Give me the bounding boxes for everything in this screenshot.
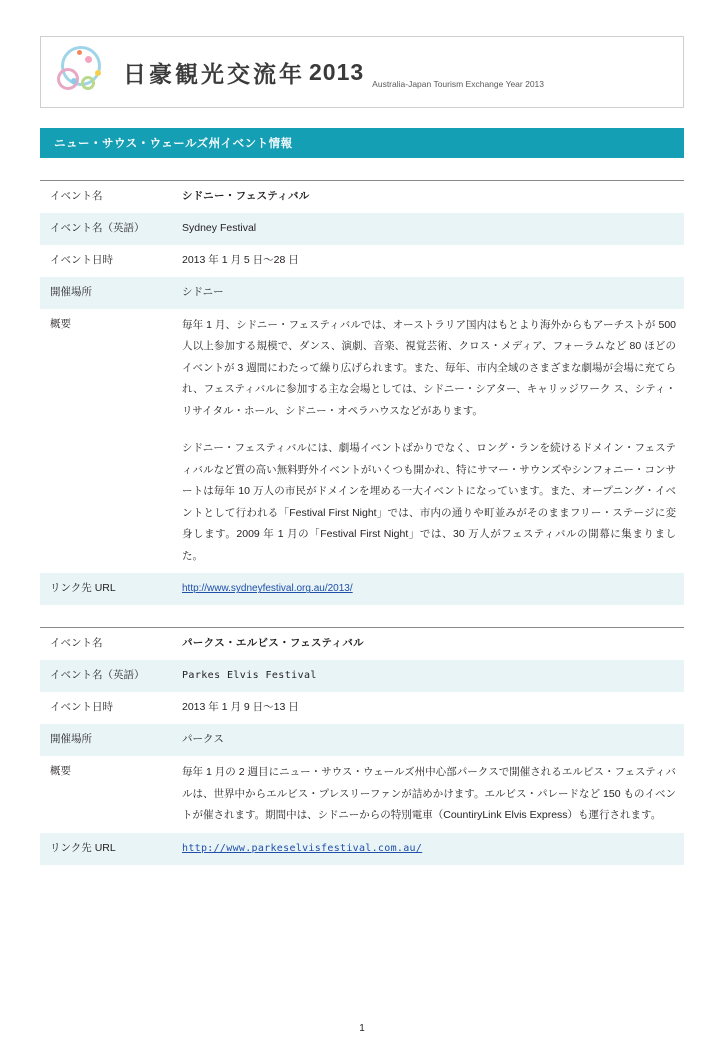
event-table-sydney-festival — [40, 180, 684, 605]
logo-title: 日豪観光交流年 — [123, 61, 305, 88]
logo-subtitle: Australia-Japan Tourism Exchange Year 2013 — [372, 79, 545, 89]
event-table-parkes-elvis-festival — [40, 627, 684, 864]
header-logo-band — [40, 36, 684, 108]
value-overview — [172, 756, 684, 833]
overview-paragraph: 毎年 1 月、シドニー・フェスティバルでは、オーストラリア国内はもとより海外からもアーチストが 500 人以上参加する規模で、ダンス、演劇、音楽、視覚芸術、クロス・メディア、フォーラムなど 80 ほどのイベントが 3 週間にわたって繰り広げられます。また、毎年、市内全域のさまざまな劇場が会場に充てられ、フェスティバルに参加する主な会場としては、シドニー・シアター、キャリッジワーク ス、シティ・リサイタル・ホール、シドニー・オペラハウスなどがあります。 — [182, 318, 676, 417]
value-event-name: シドニー・フェスティバル — [172, 181, 684, 213]
page-number: 1 — [359, 1023, 365, 1034]
label-event-date: イベント日時 — [50, 253, 113, 266]
label-event-name-en: イベント名（英語） — [40, 660, 172, 692]
document-page — [0, 36, 724, 1060]
table-row — [40, 573, 684, 605]
table-row — [40, 309, 684, 574]
overview-paragraph: シドニー・フェスティバルには、劇場イベントばかりでなく、ロング・ランを続けるドメイン・フェスティバルなど質の高い無料野外イベントがいくつも開かれ、特にサマー・サウンズやシンフォニー・コンサートは毎年 10 万人の市民がドメインを埋める一大イベントになっています。また、オープニング・イベントとして行われる「Festival First Night」では、市内の通りや町並みがそのままフリー・ステージに変身します。2009 年 1 月の「Festival First Night」では、30 万人がフェスティバルの開幕に集まりました。 — [182, 442, 676, 562]
table-row — [40, 245, 684, 277]
label-venue: 開催場所 — [40, 724, 172, 756]
value-url-cell — [172, 573, 684, 605]
value-event-date: 2013 年 1 月 9 日～13 日 — [182, 701, 299, 714]
event-url-link[interactable]: http://www.parkeselvisfestival.com.au/ — [182, 842, 423, 854]
table-row — [40, 756, 684, 833]
table-row — [40, 628, 684, 660]
label-event-name: イベント名 — [40, 181, 172, 213]
value-event-name-en: Parkes Elvis Festival — [172, 660, 684, 692]
value-overview — [172, 309, 684, 574]
label-venue: 開催場所 — [40, 277, 172, 309]
table-row — [40, 213, 684, 245]
value-event-name-en: Sydney Festival — [172, 213, 684, 245]
label-event-date: イベント日時 — [50, 701, 113, 714]
table-row — [40, 833, 684, 865]
table-row — [40, 724, 684, 756]
label-event-name-en: イベント名（英語） — [40, 213, 172, 245]
section-spacer — [40, 605, 684, 627]
value-event-date: 2013 年 1 月 5 日～28 日 — [182, 253, 299, 266]
label-overview: 概要 — [50, 765, 71, 778]
value-url-cell — [172, 833, 684, 865]
value-venue: シドニー — [172, 277, 684, 309]
value-event-name: パークス・エルビス・フェスティバル — [172, 628, 684, 660]
table-row — [40, 277, 684, 309]
event-url-link[interactable]: http://www.sydneyfestival.org.au/2013/ — [182, 583, 353, 595]
section-title-bar — [40, 128, 684, 158]
table-row — [40, 692, 684, 724]
label-overview: 概要 — [50, 317, 71, 330]
label-url: リンク先 URL — [40, 573, 172, 605]
overview-paragraph: 毎年 1 月の 2 週目にニュー・サウス・ウェールズ州中心部パークスで開催されるエルビス・フェスティバルは、世界中からエルビス・プレスリーファンが詰めかけます。エルビス・パレードなど 150 ものイベントが催されます。期間中は、シドニーからの特別電車（CountiryLink Elvis Express）も運行されます。 — [182, 766, 676, 822]
table-row — [40, 181, 684, 213]
tourism-exchange-logo-icon — [55, 44, 117, 100]
value-venue: パークス — [172, 724, 684, 756]
label-event-name: イベント名 — [40, 628, 172, 660]
table-row — [40, 660, 684, 692]
label-url: リンク先 URL — [40, 833, 172, 865]
section-title: ニュー・サウス・ウェールズ州イベント情報 — [54, 138, 293, 150]
logo-year: 2013 — [309, 58, 365, 85]
